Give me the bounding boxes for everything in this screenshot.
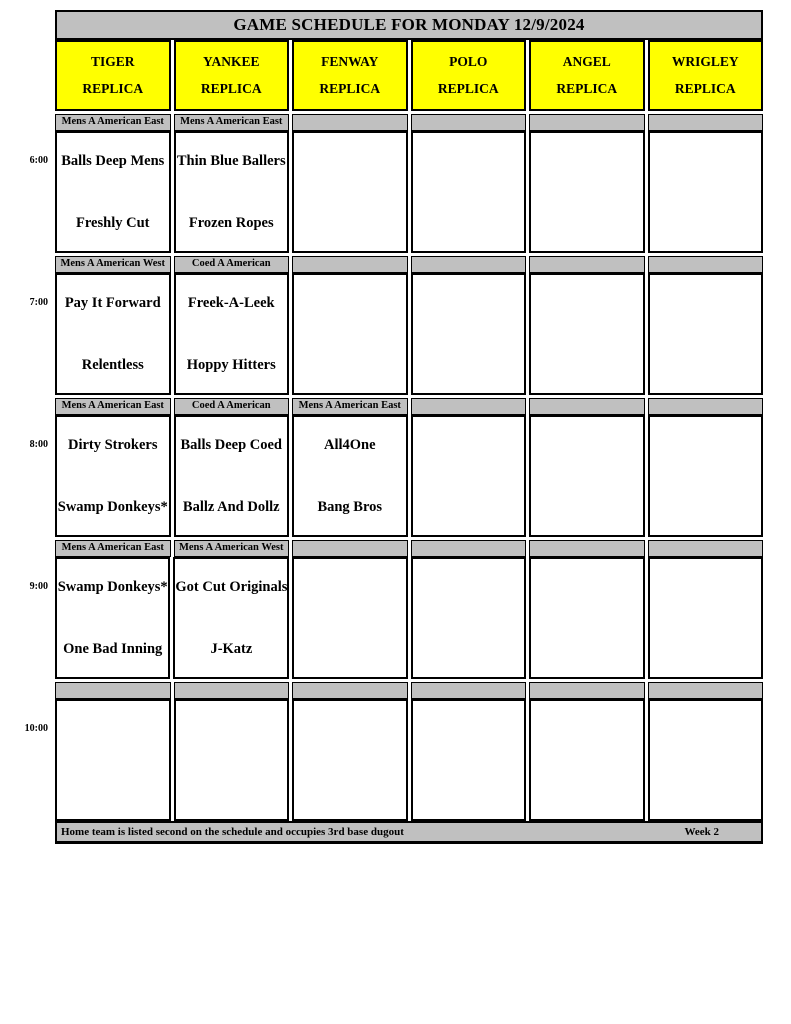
time-slots bbox=[24, 114, 763, 821]
away-team: Got Cut Originals bbox=[175, 579, 288, 595]
time-label: 9:00 bbox=[29, 581, 48, 592]
home-team: Swamp Donkeys* bbox=[57, 499, 168, 515]
game-cell bbox=[174, 273, 290, 395]
time-label: 8:00 bbox=[29, 439, 48, 450]
division-row bbox=[55, 682, 763, 699]
division-label: Mens A American West bbox=[174, 540, 290, 557]
field-name: YANKEE bbox=[202, 54, 260, 69]
division-label: Mens A American East bbox=[55, 398, 171, 415]
games-row bbox=[55, 699, 763, 821]
game-cell bbox=[529, 131, 645, 253]
division-label bbox=[411, 256, 527, 273]
home-team: Bang Bros bbox=[317, 499, 383, 515]
division-label bbox=[411, 540, 527, 557]
time-slot-900 bbox=[29, 540, 763, 679]
away-team: Dirty Strokers bbox=[67, 437, 158, 453]
division-label bbox=[411, 398, 527, 415]
division-label bbox=[648, 540, 764, 557]
division-label bbox=[648, 114, 764, 131]
field-subtitle: REPLICA bbox=[674, 81, 736, 96]
away-team: All4One bbox=[323, 437, 376, 453]
game-cell bbox=[292, 415, 408, 537]
game-cell bbox=[292, 557, 407, 679]
game-cell bbox=[55, 131, 171, 253]
division-label bbox=[529, 682, 645, 699]
division-label bbox=[648, 682, 764, 699]
division-label bbox=[292, 256, 408, 273]
field-name: POLO bbox=[449, 54, 488, 69]
game-cell bbox=[648, 273, 764, 395]
division-label: Mens A American East bbox=[55, 540, 171, 557]
home-team: One Bad Inning bbox=[63, 641, 163, 657]
division-row bbox=[55, 540, 763, 557]
game-cell bbox=[174, 699, 290, 821]
game-cell bbox=[411, 273, 527, 395]
division-row bbox=[55, 398, 763, 415]
division-label bbox=[648, 398, 764, 415]
division-label: Coed A American bbox=[174, 398, 290, 415]
schedule-sheet bbox=[24, 10, 763, 844]
division-label: Mens A American East bbox=[292, 398, 408, 415]
field-subtitle: REPLICA bbox=[319, 81, 381, 96]
division-label bbox=[292, 540, 408, 557]
field-subtitle: REPLICA bbox=[556, 81, 618, 96]
home-team: Freshly Cut bbox=[76, 215, 150, 231]
division-label bbox=[529, 540, 645, 557]
time-slot-700 bbox=[29, 256, 763, 395]
division-label bbox=[55, 682, 171, 699]
division-label: Mens A American East bbox=[174, 114, 290, 131]
division-label: Coed A American bbox=[174, 256, 290, 273]
game-cell bbox=[648, 557, 763, 679]
home-team: Frozen Ropes bbox=[188, 215, 274, 231]
time-slot-800 bbox=[29, 398, 763, 537]
game-cell bbox=[55, 557, 170, 679]
game-cell bbox=[411, 557, 526, 679]
division-label bbox=[529, 256, 645, 273]
field-subtitle: REPLICA bbox=[82, 81, 144, 96]
game-cell bbox=[173, 557, 289, 679]
game-cell bbox=[648, 699, 764, 821]
game-cell bbox=[292, 273, 408, 395]
time-slot-1000 bbox=[24, 682, 763, 821]
away-team: Swamp Donkeys* bbox=[57, 579, 168, 595]
division-row bbox=[55, 114, 763, 131]
division-label bbox=[529, 398, 645, 415]
games-row bbox=[55, 273, 763, 395]
away-team: Balls Deep Mens bbox=[61, 153, 165, 169]
game-cell bbox=[529, 699, 645, 821]
game-cell bbox=[648, 415, 764, 537]
division-label bbox=[292, 114, 408, 131]
game-cell bbox=[55, 273, 171, 395]
division-label bbox=[411, 114, 527, 131]
field-header-tiger bbox=[55, 40, 171, 111]
game-cell bbox=[174, 415, 290, 537]
time-label: 7:00 bbox=[29, 297, 48, 308]
division-label bbox=[411, 682, 527, 699]
away-team: Thin Blue Ballers bbox=[176, 153, 286, 169]
division-label bbox=[648, 256, 764, 273]
week-label: Week 2 bbox=[684, 826, 719, 838]
time-slot-600 bbox=[29, 114, 763, 253]
game-cell bbox=[292, 131, 408, 253]
games-row bbox=[55, 557, 763, 679]
game-cell bbox=[529, 415, 645, 537]
division-label: Mens A American West bbox=[55, 256, 171, 273]
games-row bbox=[55, 131, 763, 253]
field-name: WRIGLEY bbox=[671, 54, 739, 69]
field-header-polo bbox=[411, 40, 527, 111]
game-cell bbox=[174, 131, 290, 253]
away-team: Freek-A-Leek bbox=[187, 295, 275, 311]
games-row bbox=[55, 415, 763, 537]
game-cell bbox=[411, 415, 527, 537]
home-team: J-Katz bbox=[210, 641, 253, 657]
field-header-wrigley bbox=[648, 40, 764, 111]
division-label bbox=[292, 682, 408, 699]
game-cell bbox=[529, 557, 644, 679]
home-team: Hoppy Hitters bbox=[186, 357, 276, 373]
field-subtitle: REPLICA bbox=[200, 81, 262, 96]
footer-bar bbox=[55, 821, 763, 844]
field-header-row bbox=[55, 40, 763, 111]
away-team: Balls Deep Coed bbox=[180, 437, 282, 453]
game-cell bbox=[529, 273, 645, 395]
game-cell bbox=[55, 415, 171, 537]
field-header-yankee bbox=[174, 40, 290, 111]
time-label: 6:00 bbox=[29, 155, 48, 166]
home-team: Ballz And Dollz bbox=[182, 499, 280, 515]
game-cell bbox=[411, 699, 527, 821]
field-name: ANGEL bbox=[562, 54, 611, 69]
division-label bbox=[174, 682, 290, 699]
time-label: 10:00 bbox=[24, 723, 48, 734]
game-cell bbox=[55, 699, 171, 821]
game-cell bbox=[648, 131, 764, 253]
field-subtitle: REPLICA bbox=[437, 81, 499, 96]
field-header-angel bbox=[529, 40, 645, 111]
game-cell bbox=[411, 131, 527, 253]
division-label bbox=[529, 114, 645, 131]
schedule-title: GAME SCHEDULE FOR MONDAY 12/9/2024 bbox=[55, 10, 763, 40]
game-cell bbox=[292, 699, 408, 821]
field-name: TIGER bbox=[90, 54, 135, 69]
away-team: Pay It Forward bbox=[64, 295, 161, 311]
home-team: Relentless bbox=[81, 357, 144, 373]
field-header-fenway bbox=[292, 40, 408, 111]
footer-note: Home team is listed second on the schedule and occupies 3rd base dugout bbox=[61, 826, 404, 838]
field-name: FENWAY bbox=[321, 54, 379, 69]
division-row bbox=[55, 256, 763, 273]
division-label: Mens A American East bbox=[55, 114, 171, 131]
